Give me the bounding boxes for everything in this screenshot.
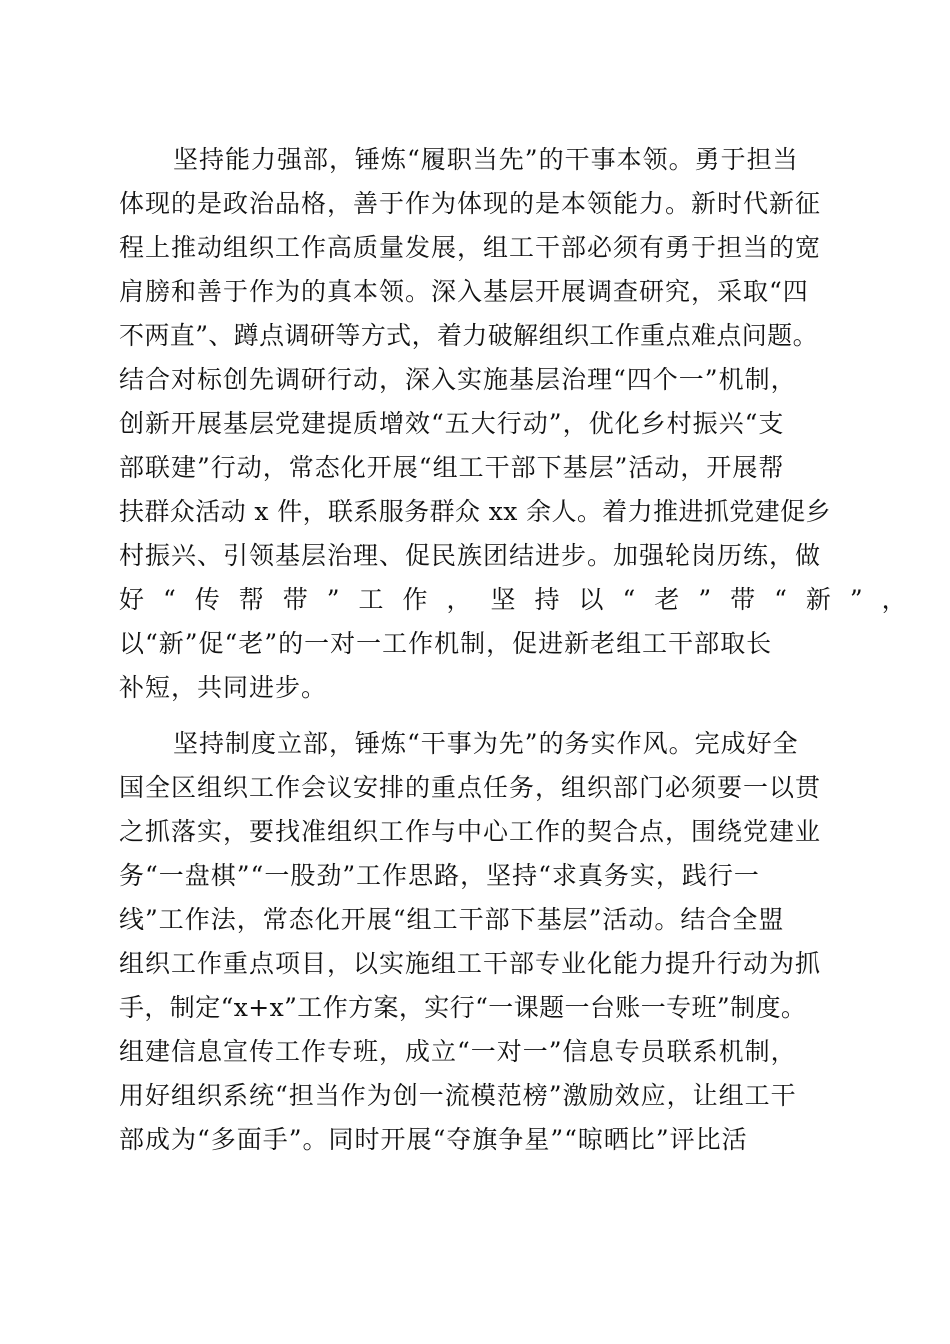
paragraph-1-line-6: 结合对标创先调研行动，深入实施基层治理“四个一”机制， — [119, 365, 797, 394]
paragraph-1-line-9: 扶群众活动 x 件，联系服务群众 xx 余人。着力推进抓党建促乡 — [119, 497, 831, 526]
paragraph-1-line-3: 程上推动组织工作高质量发展，组工干部必须有勇于担当的宽 — [119, 233, 822, 262]
paragraph-2-line-2: 国全区组织工作会议安排的重点任务，组织部门必须要一以贯 — [119, 773, 822, 802]
paragraph-1-line-13: 补短，共同进步。 — [119, 673, 328, 702]
paragraph-1-line-7: 创新开展基层党建提质增效“五大行动”，优化乡村振兴“支 — [119, 409, 785, 438]
paragraph-1-line-4: 肩膀和善于作为的真本领。深入基层开展调查研究，采取“四 — [119, 277, 809, 306]
paragraph-2-line-1: 坚持制度立部，锤炼“干事为先”的务实作风。完成好全 — [173, 729, 799, 758]
paragraph-2-line-3: 之抓落实，要找准组织工作与中心工作的契合点，围绕党建业 — [119, 817, 822, 846]
paragraph-1-line-12: 以“新”促“老”的一对一工作机制，促进新老组工干部取长 — [119, 629, 773, 658]
paragraph-1-line-10: 村振兴、引领基层治理、促民族团结进步。加强轮岗历练，做 — [119, 541, 822, 570]
paragraph-2-line-8: 组建信息宣传工作专班，成立“一对一”信息专员联系机制， — [119, 1037, 797, 1066]
paragraph-1-line-5: 不两直”、蹲点调研等方式，着力破解组织工作重点难点问题。 — [119, 321, 818, 350]
paragraph-1-line-1: 坚持能力强部，锤炼“履职当先”的干事本领。勇于担当 — [173, 145, 799, 174]
paragraph-2-line-7: 手，制定“x+x”工作方案，实行“一课题一台账一专班”制度。 — [119, 993, 807, 1022]
paragraph-1-line-11: 好“传帮带”工作，坚持以“老”带“新”， — [119, 585, 926, 614]
paragraph-1-line-2: 体现的是政治品格，善于作为体现的是本领能力。新时代新征 — [119, 189, 822, 218]
paragraph-2-line-4: 务“一盘棋”“一股劲”工作思路，坚持“求真务实，践行一 — [119, 861, 760, 890]
paragraph-2-line-5: 线”工作法，常态化开展“组工干部下基层”活动。结合全盟 — [119, 905, 785, 934]
paragraph-2-line-6: 组织工作重点项目，以实施组工干部专业化能力提升行动为抓 — [119, 949, 822, 978]
paragraph-2-line-10: 部成为“多面手”。同时开展“夺旗争星”“晾晒比”评比活 — [119, 1125, 748, 1154]
paragraph-1-line-8: 部联建”行动，常态化开展“组工干部下基层”活动，开展帮 — [119, 453, 785, 482]
paragraph-2-line-9: 用好组织系统“担当作为创一流模范榜”激励效应，让组工干 — [119, 1081, 797, 1110]
